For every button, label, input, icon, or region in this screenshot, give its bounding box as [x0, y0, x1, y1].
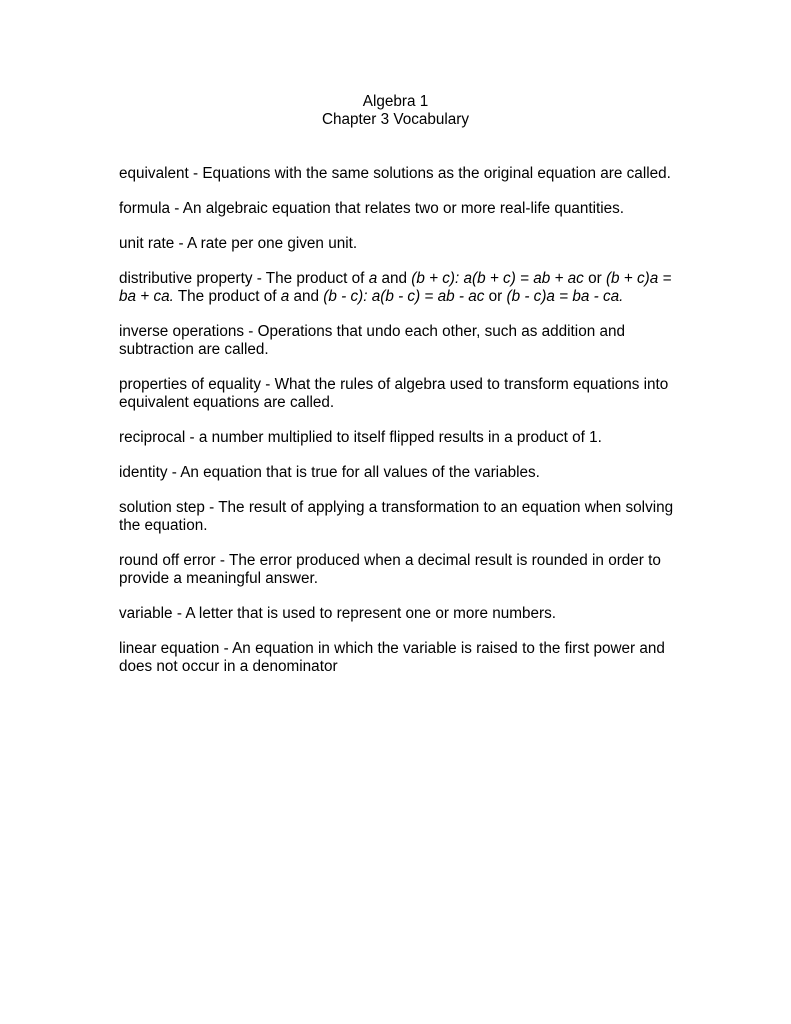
distributive-expression: (b - c)a = ba - ca.: [506, 288, 624, 305]
document-header: [0, 93, 791, 129]
vocab-entry-properties-of-equality: properties of equality - What the rules of algebra used to transform equations into equivalent equations are called.: [119, 376, 669, 411]
variable-a: a: [280, 288, 290, 305]
vocab-entry-unit-rate: unit rate - A rate per one given unit.: [119, 235, 358, 252]
vocab-entry-solution-step: solution step - The result of applying a transformation to an equation when solving the equation.: [119, 499, 674, 534]
connector-text: and: [289, 288, 324, 305]
vocab-entry-linear-equation: linear equation - An equation in which the variable is raised to the first power and does not occur in a denominator: [119, 640, 665, 675]
distributive-expression: (b + c)a = ba + ca.: [119, 270, 672, 305]
vocab-entry-reciprocal: reciprocal - a number multiplied to itself flipped results in a product of 1.: [119, 429, 602, 446]
vocab-entry-inverse-operations: inverse operations - Operations that undo each other, such as addition and subtraction are called.: [119, 323, 625, 358]
connector-text: or: [583, 270, 606, 287]
vocab-entry-variable: variable - A letter that is used to represent one or more numbers.: [119, 605, 557, 622]
chapter-title: Chapter 3 Vocabulary: [321, 111, 470, 128]
variable-a: a: [368, 270, 378, 287]
connector-text: and: [377, 270, 412, 287]
distributive-expression: (b - c): a(b - c) = ab - ac: [323, 288, 485, 305]
vocab-entry-formula: formula - An algebraic equation that relates two or more real-life quantities.: [119, 200, 625, 217]
course-title: Algebra 1: [362, 93, 429, 110]
vocab-entry-distributive-property: [119, 270, 684, 306]
vocab-entry-equivalent: equivalent - Equations with the same solutions as the original equation are called.: [119, 165, 671, 182]
distributive-text: The product of: [173, 288, 281, 305]
vocabulary-list: [119, 165, 684, 693]
distributive-expression: (b + c): a(b + c) = ab + ac: [411, 270, 584, 287]
connector-text: or: [484, 288, 507, 305]
vocab-entry-identity: identity - An equation that is true for all values of the variables.: [119, 464, 540, 481]
distributive-text: distributive property - The product of: [119, 270, 369, 287]
vocab-entry-round-off-error: round off error - The error produced when a decimal result is rounded in order to provide a meaningful answer.: [119, 552, 661, 587]
